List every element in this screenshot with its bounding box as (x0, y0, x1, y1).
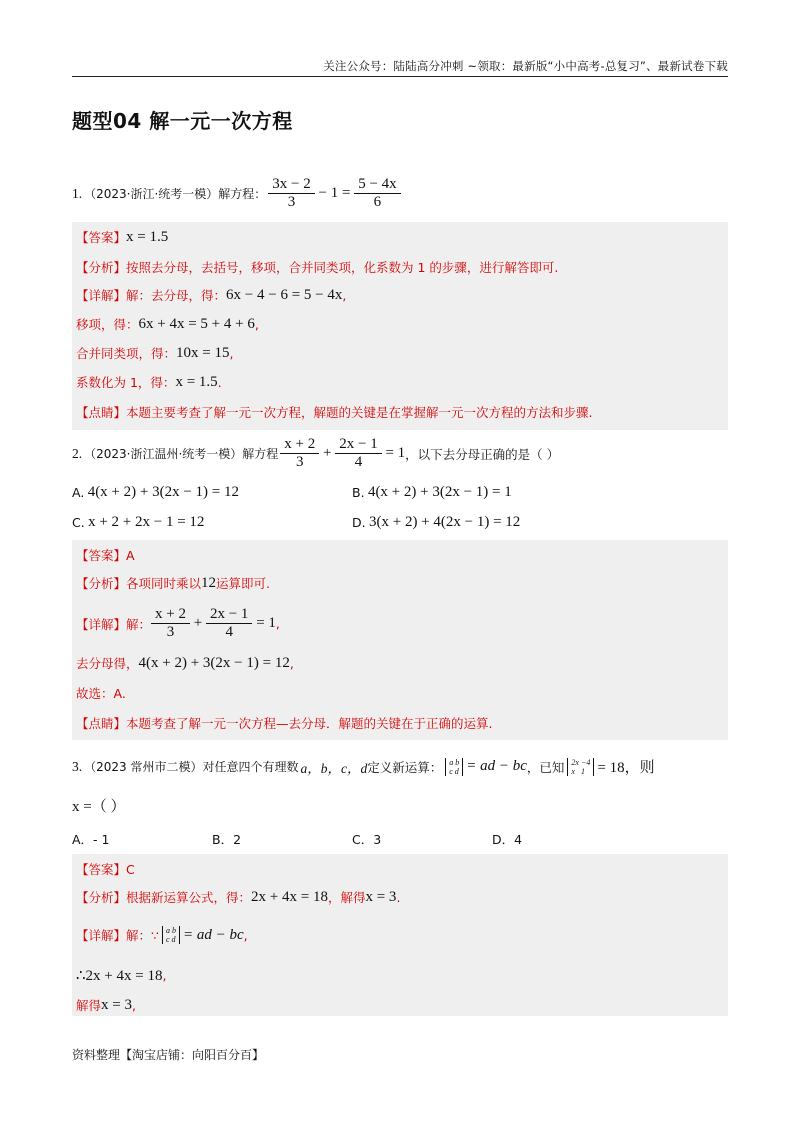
determinant: a b c d (445, 758, 463, 776)
question-stem: （2023·浙江·统考一模）解方程： (84, 187, 267, 201)
option-d[interactable]: D．4 (492, 832, 523, 847)
numerator: x + 2 (284, 436, 316, 452)
question-1 (72, 176, 728, 211)
question-3: 3. （2023 常州市二模）对任意四个有理数 a，b，c，d 定义新运算： a b c d = ad − bc ，已知 2x −4 x 1 = 18，则 (72, 757, 655, 776)
answer-value: x = 1.5 (126, 228, 169, 245)
detail-math: x = 1.5 (175, 373, 218, 390)
detail-math: 6x − 4 − 6 = 5 − 4x (226, 286, 343, 303)
detail-step: 移项，得： (76, 317, 139, 332)
equation-middle: − 1 = (318, 184, 351, 201)
comment-text: 本题主要考查了解一元一次方程，解题的关键是在掌握解一元一次方程的方法和步骤. (126, 405, 593, 420)
plus-sign: + (323, 444, 332, 461)
denominator: 3 (268, 193, 314, 211)
detail-step: 解：去分母，得： (126, 288, 227, 303)
comment-text: 本题考查了解一元一次方程—去分母．解题的关键在于正确的运算. (126, 716, 493, 731)
question-number: 1. (72, 185, 83, 201)
numerator: 5 − 4x (358, 176, 397, 192)
page-title: 题型04 解一元一次方程 (72, 109, 293, 133)
detail-label: 【详解】 (76, 928, 127, 943)
denominator: 6 (354, 193, 400, 211)
detail-math: 4(x + 2) + 3(2x − 1) = 12 (138, 654, 290, 671)
analysis-label: 【分析】 (76, 576, 127, 591)
answer-label: 【答案】 (76, 230, 127, 245)
question-tail: ，以下去分母正确的是（ ） (405, 446, 560, 462)
option-c[interactable]: C. x + 2 + 2x − 1 = 12 (72, 514, 205, 530)
question-3-line2: x =（ ） (72, 799, 126, 815)
analysis-label: 【分析】 (76, 890, 127, 905)
solution-box-3: 【答案】 C 【分析】 根据新运算公式，得： 2x + 4x = 18 ，解得 x = 3 . 【详解】 解：∵ a b c d = ad − bc , ∴2x + 4x = 18 , 解得 x = 3 , (72, 854, 728, 1016)
option-b[interactable]: B．2 (212, 832, 242, 847)
answer-value: A (126, 547, 135, 563)
analysis-text: 按照去分母，去括号，移项，合并同类项，化系数为 1 的步骤，进行解答即可. (126, 260, 559, 275)
option-a[interactable]: A．- 1 (72, 832, 110, 847)
question-stem: （2023·浙江温州·统考一模）解方程 (84, 447, 279, 461)
question-number: 2. (72, 445, 83, 461)
detail-step: 合并同类项，得： (76, 346, 177, 361)
analysis-label: 【分析】 (76, 260, 127, 275)
determinant: a b c d (162, 926, 180, 944)
question-2 (72, 436, 728, 471)
option-a[interactable]: A. 4(x + 2) + 3(2x − 1) = 12 (72, 484, 240, 500)
equation (280, 436, 405, 471)
equation-rhs: = 1 (385, 444, 406, 461)
denominator: 4 (335, 453, 381, 471)
numerator: 3x − 2 (272, 176, 311, 192)
equation (268, 176, 400, 211)
detail-math: $\frac{x + 2}{3}$ + $\frac{2x - 1}{4}$ = 1 (151, 606, 276, 641)
detail-label: 【详解】 (76, 616, 127, 632)
detail-step: 系数化为 1，得： (76, 375, 176, 390)
option-b[interactable]: B. 4(x + 2) + 3(2x − 1) = 1 (352, 484, 512, 500)
options-q3 (72, 830, 728, 850)
denominator: 3 (280, 453, 319, 471)
detail-label: 【详解】 (76, 288, 127, 303)
option-c[interactable]: C．3 (352, 832, 382, 847)
answer-label: 【答案】 (76, 548, 127, 563)
numerator: 2x − 1 (339, 436, 378, 452)
answer-label: 【答案】 (76, 862, 127, 877)
options-q2 (72, 484, 728, 544)
page-footer: 资料整理【淘宝店铺：向阳百分百】 (72, 1048, 265, 1062)
solution-box-1: 【答案】 x = 1.5 【分析】 按照去分母，去括号，移项，合并同类项，化系数为 1 的步骤，进行解答即可. 【详解】 解：去分母，得： 6x − 4 − 6 = 5 − 4x , 移项，得： 6x + 4x = 5 + 4 + 6 , 合并同类项，得： 10x = 15 , 系数化为 1，得： x = 1.5 . 【点睛】 本题主要考查了解一元一次方程，解题的关键是在掌握解一元一次方程的方法和步骤. (72, 222, 728, 430)
question-number: 3. (72, 758, 83, 774)
detail-math: x = 3 (101, 996, 132, 1013)
page-header: 关注公众号：陆陆高分冲刺 ~领取：最新版“小中高考-总复习”、最新试卷下载 (72, 58, 728, 77)
comment-label: 【点睛】 (76, 405, 127, 420)
determinant: 2x −4 x 1 (567, 758, 594, 776)
detail-math: 10x = 15 (176, 344, 230, 361)
option-d[interactable]: D. 3(x + 2) + 4(2x − 1) = 12 (352, 514, 521, 530)
comment-label: 【点睛】 (76, 716, 127, 731)
answer-value: C (126, 861, 135, 877)
detail-math: ∴2x + 4x = 18 (76, 968, 163, 984)
detail-math: 6x + 4x = 5 + 4 + 6 (138, 315, 255, 332)
solution-box-2: 【答案】 A 【分析】 各项同时乘以 12 运算即可. 【详解】 解： $\frac{x + 2}{3}$ + $\frac{2x - 1}{4}$ = 1 , 去分母得， 4(x + 2) + 3(2x − 1) = 12 , 故选：A. 【点睛】 本题考查了解一元一次方程—去分母．解题的关键在于正确的运算. (72, 540, 728, 740)
question-stem: （2023 常州市二模）对任意四个有理数 (84, 760, 299, 774)
